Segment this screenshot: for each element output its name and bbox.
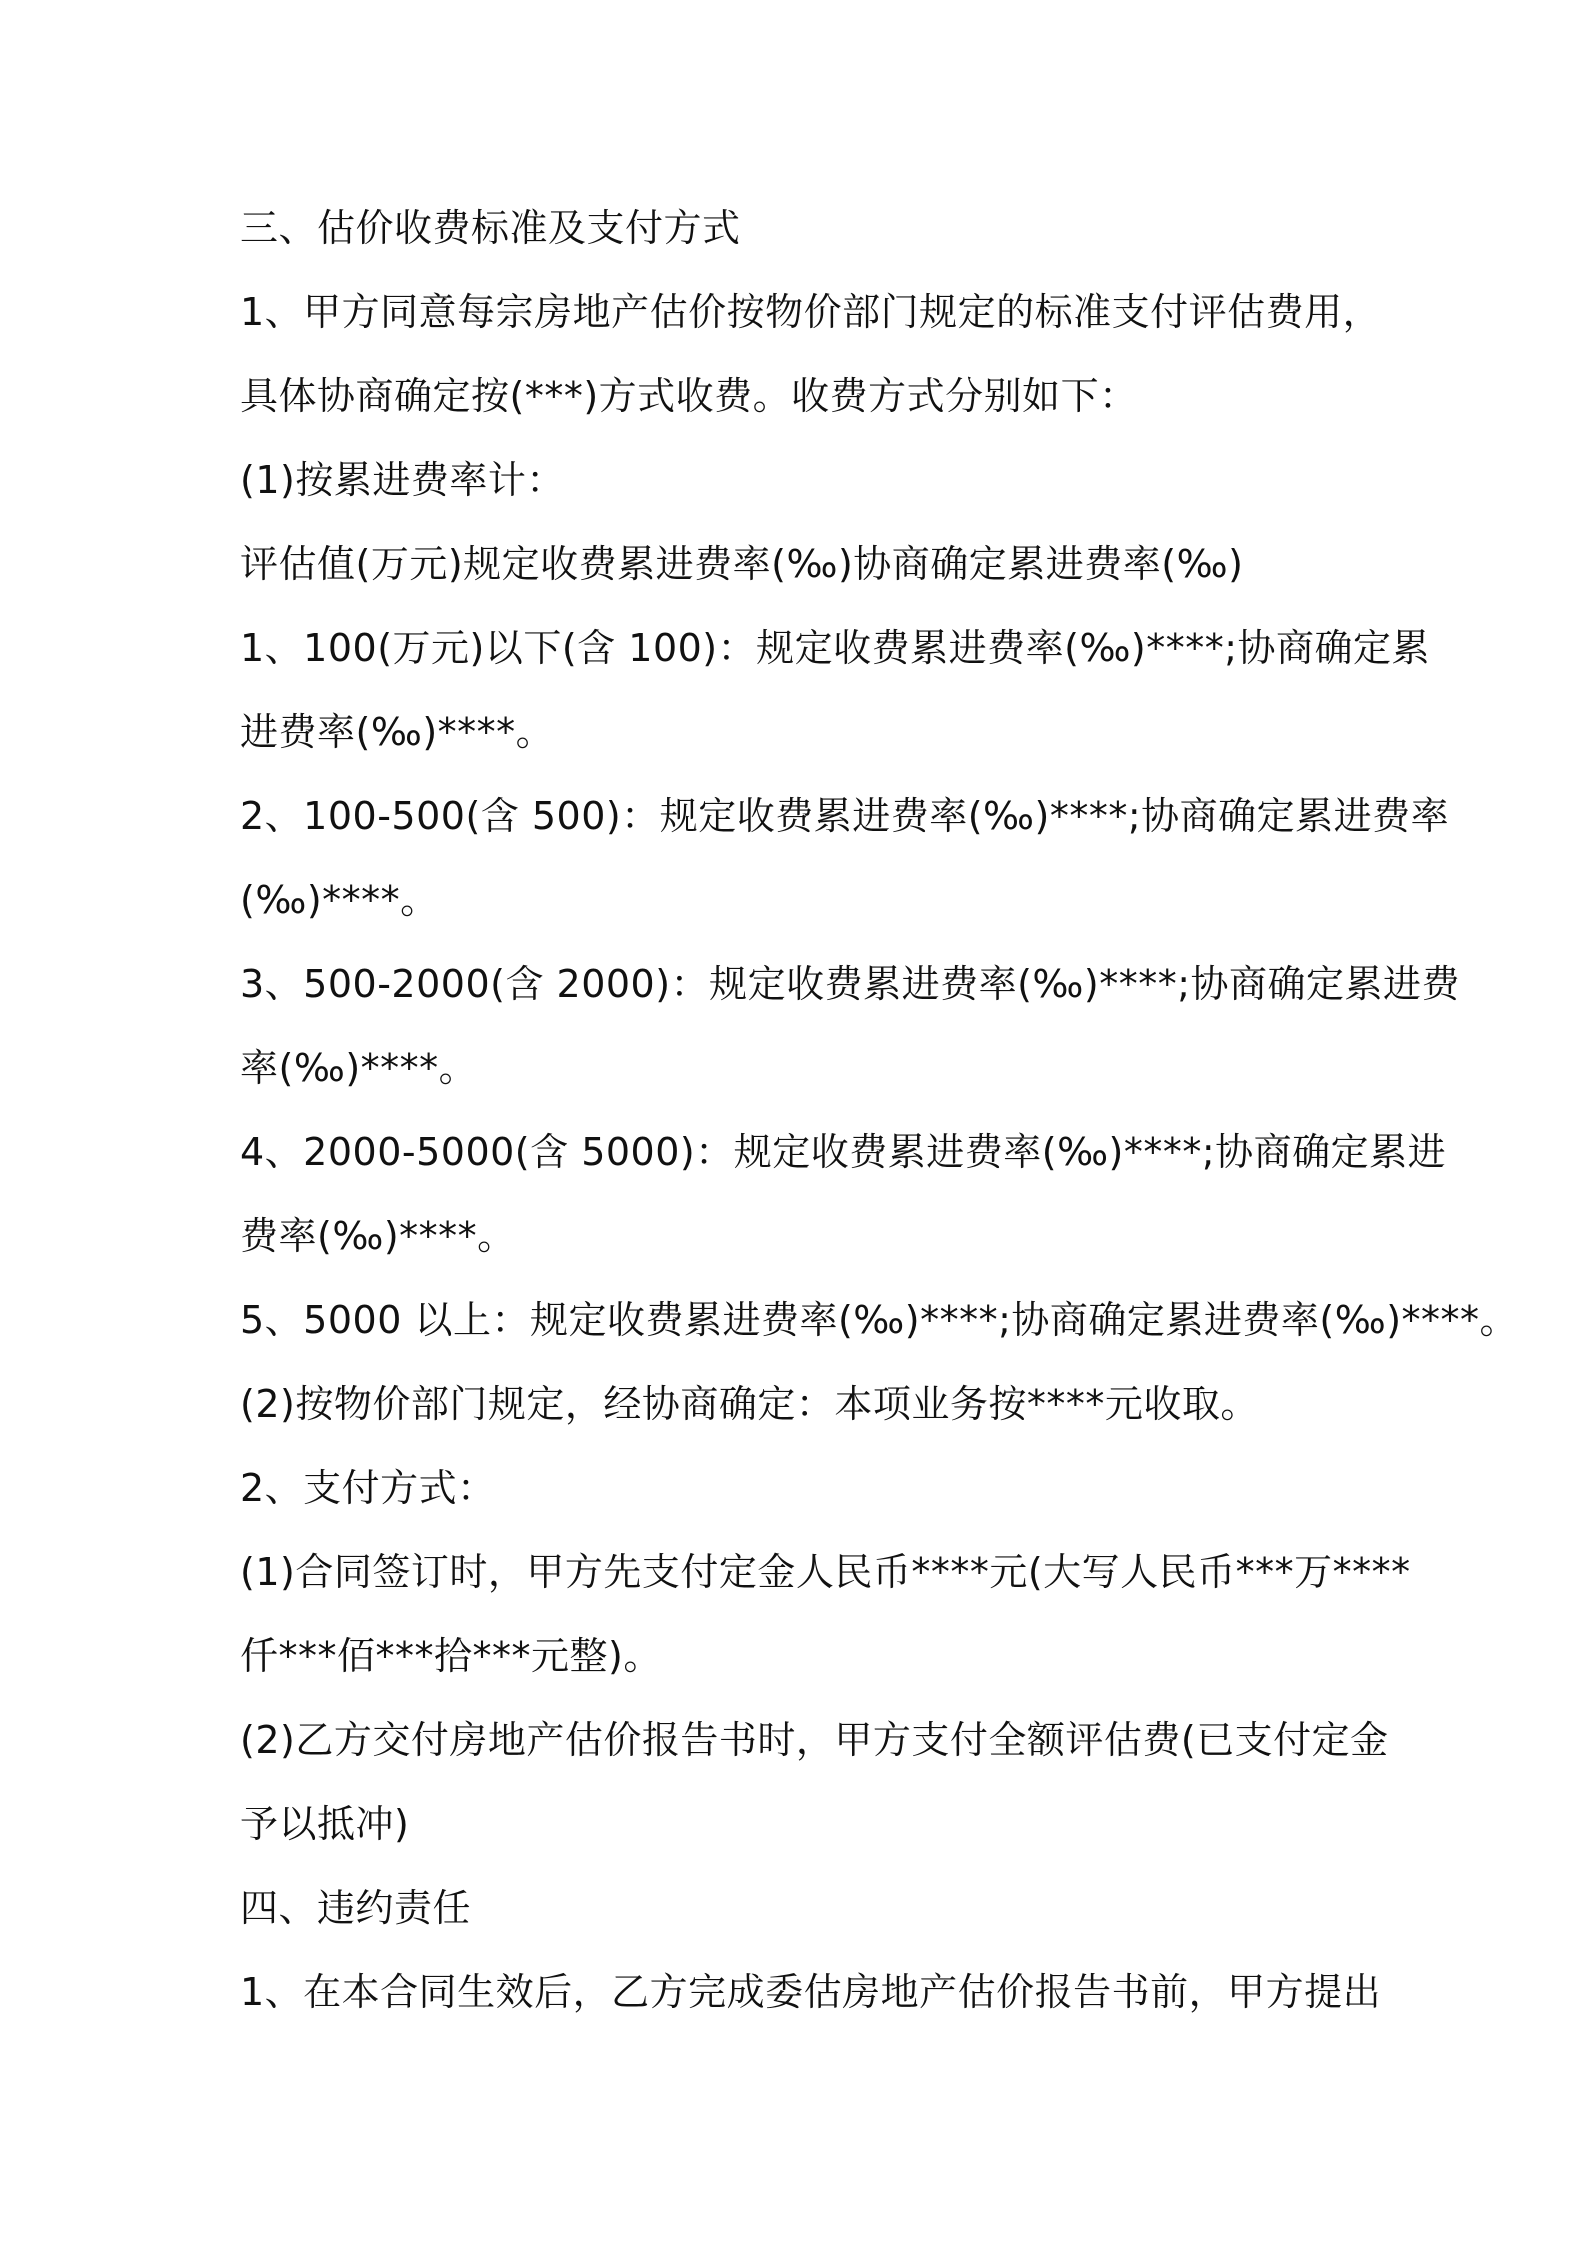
paragraph-line: (‰)****。	[240, 878, 439, 922]
paragraph-line: (1)按累进费率计：	[240, 458, 565, 502]
paragraph-line: 予以抵冲)	[240, 1802, 410, 1846]
paragraph-line: (1)合同签订时，甲方先支付定金人民币****元(大写人民币***万****	[240, 1550, 1411, 1594]
paragraph-line: 2、支付方式：	[240, 1466, 496, 1510]
paragraph-line: 5、5000 以上：规定收费累进费率(‰)****;协商确定累进费率(‰)****。	[240, 1298, 1519, 1342]
paragraph-line: 1、100(万元)以下(含 100)：规定收费累进费率(‰)****;协商确定累	[240, 626, 1431, 670]
paragraph-line: 4、2000-5000(含 5000)：规定收费累进费率(‰)****;协商确定累进	[240, 1130, 1447, 1174]
paragraph-line: 1、在本合同生效后，乙方完成委估房地产估价报告书前，甲方提出	[240, 1970, 1382, 2014]
paragraph-line: 费率(‰)****。	[240, 1214, 516, 1258]
section-heading-fees: 三、估价收费标准及支付方式	[240, 206, 741, 250]
paragraph-line: 具体协商确定按(***)方式收费。收费方式分别如下：	[240, 374, 1138, 418]
paragraph-line: 进费率(‰)****。	[240, 710, 555, 754]
paragraph-line: 评估值(万元)规定收费累进费率(‰)协商确定累进费率(‰)	[240, 542, 1244, 586]
paragraph-line: (2)乙方交付房地产估价报告书时，甲方支付全额评估费(已支付定金	[240, 1718, 1389, 1762]
paragraph-line: 3、500-2000(含 2000)：规定收费累进费率(‰)****;协商确定累进费	[240, 962, 1461, 1006]
paragraph-line: 率(‰)****。	[240, 1046, 478, 1090]
section-heading-liability: 四、违约责任	[240, 1886, 472, 1930]
paragraph-line: (2)按物价部门规定，经协商确定：本项业务按****元收取。	[240, 1382, 1259, 1426]
paragraph-line: 仟***佰***拾***元整)。	[240, 1634, 662, 1678]
paragraph-line: 1、甲方同意每宗房地产估价按物价部门规定的标准支付评估费用，	[240, 290, 1382, 334]
paragraph-line: 2、100-500(含 500)：规定收费累进费率(‰)****;协商确定累进费率	[240, 794, 1450, 838]
